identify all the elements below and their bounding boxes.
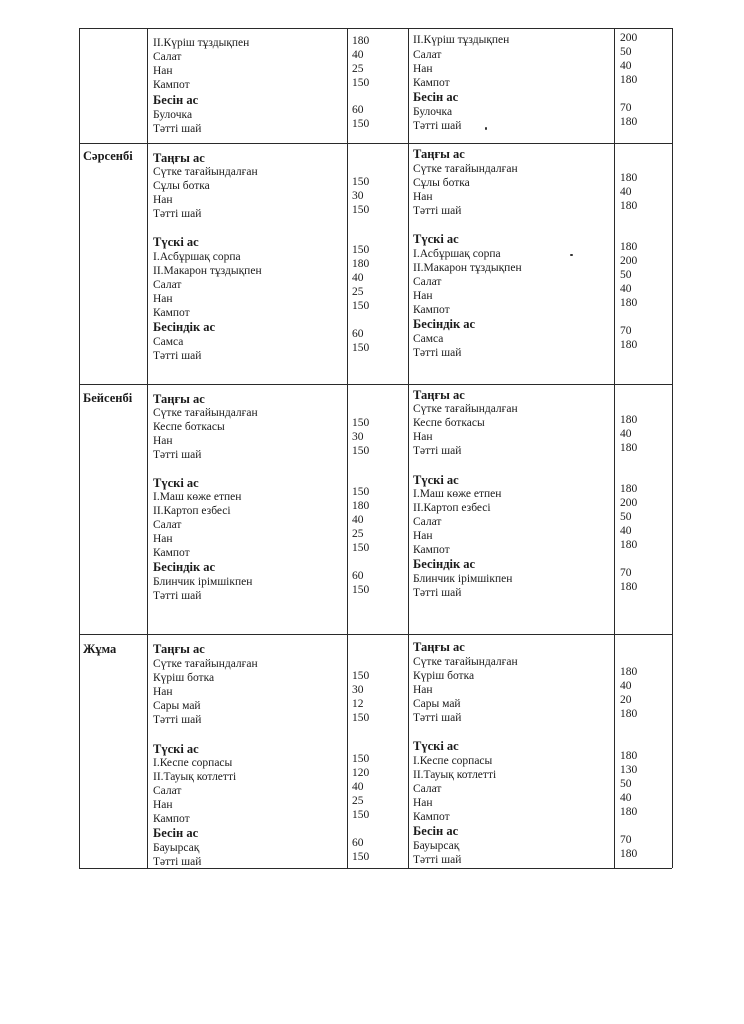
portion-right: 180 [620, 172, 638, 184]
menu-item-left: Салат [153, 519, 182, 531]
menu-item-right: II.Тауық котлетті [413, 769, 497, 781]
portion-right: 130 [620, 764, 638, 776]
menu-item-right: Тәтті шай [413, 712, 462, 724]
portion-right: 180 [620, 483, 638, 495]
menu-item-left: Салат [153, 279, 182, 291]
portion-right: 180 [620, 241, 638, 253]
menu-item-left: Тәтті шай [153, 590, 202, 602]
portion-left: 25 [352, 795, 364, 807]
menu-item-left: Сары май [153, 700, 201, 712]
portion-right: 40 [620, 680, 632, 692]
portion-right: 180 [620, 708, 638, 720]
portion-right: 40 [620, 525, 632, 537]
menu-item-right: Тәтті шай [413, 205, 462, 217]
menu-item-right: Нан [413, 797, 433, 809]
menu-item-left: Кеспе боткасы [153, 421, 225, 433]
menu-item-left: Таңғы ас [153, 151, 205, 165]
portion-right: 180 [620, 806, 638, 818]
menu-item-left: Бесін ас [153, 93, 199, 107]
menu-item-right: II.Макарон тұздықпен [413, 262, 522, 274]
portion-left: 30 [352, 431, 364, 443]
column-divider [147, 28, 148, 868]
menu-item-left: II.Картоп езбесі [153, 505, 231, 517]
portion-right: 70 [620, 567, 632, 579]
menu-item-right: Таңғы ас [413, 640, 465, 654]
column-divider [347, 28, 348, 868]
column-divider [79, 28, 80, 868]
menu-item-left: Нан [153, 533, 173, 545]
menu-item-right: Кеспе боткасы [413, 417, 485, 429]
portion-left: 60 [352, 104, 364, 116]
menu-item-right: Түскі ас [413, 739, 459, 753]
menu-item-right: Таңғы ас [413, 388, 465, 402]
menu-item-right: Күріш ботка [413, 670, 475, 682]
portion-left: 180 [352, 35, 370, 47]
portion-right: 180 [620, 339, 638, 351]
menu-item-right: Нан [413, 684, 433, 696]
menu-item-right: Тәтті шай [413, 445, 462, 457]
portion-right: 40 [620, 428, 632, 440]
day-label: Жұма [83, 642, 117, 656]
portion-left: 12 [352, 698, 364, 710]
portion-right: 180 [620, 297, 638, 309]
menu-item-left: Тәтті шай [153, 449, 202, 461]
menu-item-right: Нан [413, 530, 433, 542]
row-divider [79, 28, 672, 29]
portion-left: 150 [352, 118, 370, 130]
menu-item-right: II.Картоп езбесі [413, 502, 491, 514]
menu-item-left: Сүтке тағайындалған [153, 658, 258, 670]
menu-item-left: Нан [153, 435, 173, 447]
menu-item-left: Кампот [153, 307, 190, 319]
menu-item-right: Сары май [413, 698, 461, 710]
portion-left: 150 [352, 753, 370, 765]
portion-left: 25 [352, 528, 364, 540]
menu-item-right: Нан [413, 431, 433, 443]
menu-item-right: Салат [413, 783, 442, 795]
portion-left: 40 [352, 49, 364, 61]
portion-right: 50 [620, 269, 632, 281]
menu-item-right: Сүтке тағайындалған [413, 403, 518, 415]
menu-item-left: Нан [153, 65, 173, 77]
column-divider [614, 28, 615, 868]
portion-left: 40 [352, 781, 364, 793]
column-divider [672, 28, 673, 868]
portion-left: 150 [352, 417, 370, 429]
menu-item-right: I.Кеспе сорпасы [413, 755, 493, 767]
menu-item-right: Бесін ас [413, 90, 459, 104]
menu-item-right: Кампот [413, 544, 450, 556]
portion-left: 120 [352, 767, 370, 779]
menu-item-left: Түскі ас [153, 476, 199, 490]
scan-speck [485, 127, 487, 130]
menu-item-right: Кампот [413, 77, 450, 89]
portion-right: 180 [620, 750, 638, 762]
menu-item-right: Булочка [413, 106, 453, 118]
menu-item-right: Салат [413, 516, 442, 528]
menu-item-left: Кампот [153, 547, 190, 559]
portion-left: 40 [352, 272, 364, 284]
portion-left: 150 [352, 851, 370, 863]
menu-item-right: Бауырсақ [413, 840, 460, 852]
menu-item-right: Түскі ас [413, 232, 459, 246]
portion-right: 40 [620, 792, 632, 804]
menu-item-right: Тәтті шай [413, 587, 462, 599]
menu-item-left: Бесіндік ас [153, 320, 216, 334]
portion-left: 150 [352, 542, 370, 554]
portion-left: 150 [352, 176, 370, 188]
menu-item-left: Тәтті шай [153, 123, 202, 135]
menu-item-right: Сүтке тағайындалған [413, 163, 518, 175]
menu-item-right: Салат [413, 276, 442, 288]
portion-left: 180 [352, 258, 370, 270]
portion-left: 30 [352, 190, 364, 202]
menu-item-left: Сүтке тағайындалған [153, 407, 258, 419]
portion-right: 180 [620, 200, 638, 212]
menu-item-left: Кампот [153, 79, 190, 91]
portion-left: 25 [352, 286, 364, 298]
portion-left: 40 [352, 514, 364, 526]
portion-left: 150 [352, 244, 370, 256]
menu-item-right: Тәтті шай [413, 854, 462, 866]
menu-item-left: Нан [153, 293, 173, 305]
menu-item-right: Кампот [413, 811, 450, 823]
portion-right: 180 [620, 666, 638, 678]
menu-item-left: Нан [153, 686, 173, 698]
portion-right: 50 [620, 46, 632, 58]
portion-left: 150 [352, 712, 370, 724]
menu-item-right: Тәтті шай [413, 120, 462, 132]
scan-speck [570, 254, 573, 256]
portion-left: 150 [352, 670, 370, 682]
menu-item-left: Түскі ас [153, 235, 199, 249]
portion-left: 25 [352, 63, 364, 75]
portion-left: 60 [352, 570, 364, 582]
portion-right: 20 [620, 694, 632, 706]
menu-item-left: Нан [153, 194, 173, 206]
menu-item-right: Бесіндік ас [413, 317, 476, 331]
menu-item-right: Нан [413, 191, 433, 203]
row-divider [79, 634, 672, 635]
menu-item-right: Сұлы ботка [413, 177, 470, 189]
portion-right: 200 [620, 32, 638, 44]
portion-right: 70 [620, 834, 632, 846]
portion-right: 40 [620, 283, 632, 295]
row-divider [79, 384, 672, 385]
portion-left: 150 [352, 584, 370, 596]
menu-item-right: Нан [413, 63, 433, 75]
menu-item-left: Күріш ботка [153, 672, 215, 684]
menu-item-left: Түскі ас [153, 742, 199, 756]
menu-item-right: I.Маш көже етпен [413, 488, 502, 500]
menu-item-left: I.Маш көже етпен [153, 491, 242, 503]
portion-left: 180 [352, 500, 370, 512]
portion-right: 180 [620, 414, 638, 426]
menu-item-right: Сүтке тағайындалған [413, 656, 518, 668]
menu-item-left: II.Тауық котлетті [153, 771, 237, 783]
portion-right: 40 [620, 60, 632, 72]
menu-item-left: Тәтті шай [153, 208, 202, 220]
portion-right: 180 [620, 581, 638, 593]
portion-left: 30 [352, 684, 364, 696]
portion-left: 150 [352, 445, 370, 457]
menu-item-left: II.Күріш тұздықпен [153, 37, 250, 49]
portion-left: 150 [352, 486, 370, 498]
portion-right: 180 [620, 539, 638, 551]
menu-item-right: I.Асбұршақ сорпа [413, 248, 501, 260]
portion-left: 150 [352, 300, 370, 312]
menu-item-left: Нан [153, 799, 173, 811]
menu-item-right: Тәтті шай [413, 347, 462, 359]
menu-item-right: II.Күріш тұздықпен [413, 34, 510, 46]
menu-item-left: Таңғы ас [153, 642, 205, 656]
portion-left: 60 [352, 837, 364, 849]
menu-item-left: II.Макарон тұздықпен [153, 265, 262, 277]
menu-item-left: I.Кеспе сорпасы [153, 757, 233, 769]
menu-item-right: Түскі ас [413, 473, 459, 487]
menu-item-left: Булочка [153, 109, 193, 121]
menu-item-left: Сүтке тағайындалған [153, 166, 258, 178]
menu-item-right: Таңғы ас [413, 147, 465, 161]
portion-left: 150 [352, 204, 370, 216]
day-label: Сәрсенбі [83, 149, 133, 163]
day-label: Бейсенбі [83, 391, 133, 405]
portion-right: 70 [620, 325, 632, 337]
menu-item-left: I.Асбұршақ сорпа [153, 251, 241, 263]
portion-right: 40 [620, 186, 632, 198]
menu-item-left: Бауырсақ [153, 842, 200, 854]
menu-item-right: Бесін ас [413, 824, 459, 838]
menu-item-left: Тәтті шай [153, 350, 202, 362]
portion-right: 200 [620, 497, 638, 509]
menu-item-right: Кампот [413, 304, 450, 316]
menu-item-left: Блинчик ірімшікпен [153, 576, 253, 588]
menu-item-left: Салат [153, 51, 182, 63]
menu-item-left: Тәтті шай [153, 856, 202, 868]
menu-item-right: Самса [413, 333, 444, 345]
menu-item-left: Таңғы ас [153, 392, 205, 406]
menu-item-right: Салат [413, 49, 442, 61]
menu-item-right: Блинчик ірімшікпен [413, 573, 513, 585]
menu-item-left: Бесін ас [153, 826, 199, 840]
portion-right: 50 [620, 511, 632, 523]
portion-right: 50 [620, 778, 632, 790]
menu-item-right: Бесіндік ас [413, 557, 476, 571]
menu-item-left: Кампот [153, 813, 190, 825]
menu-item-left: Тәтті шай [153, 714, 202, 726]
column-divider [408, 28, 409, 868]
portion-left: 150 [352, 77, 370, 89]
menu-item-left: Бесіндік ас [153, 560, 216, 574]
portion-right: 180 [620, 442, 638, 454]
portion-left: 150 [352, 342, 370, 354]
menu-item-left: Салат [153, 785, 182, 797]
portion-right: 180 [620, 848, 638, 860]
menu-item-right: Нан [413, 290, 433, 302]
portion-left: 60 [352, 328, 364, 340]
portion-right: 180 [620, 116, 638, 128]
portion-left: 150 [352, 809, 370, 821]
menu-item-left: Сұлы ботка [153, 180, 210, 192]
portion-right: 200 [620, 255, 638, 267]
row-divider [79, 143, 672, 144]
menu-item-left: Самса [153, 336, 184, 348]
portion-right: 180 [620, 74, 638, 86]
portion-right: 70 [620, 102, 632, 114]
